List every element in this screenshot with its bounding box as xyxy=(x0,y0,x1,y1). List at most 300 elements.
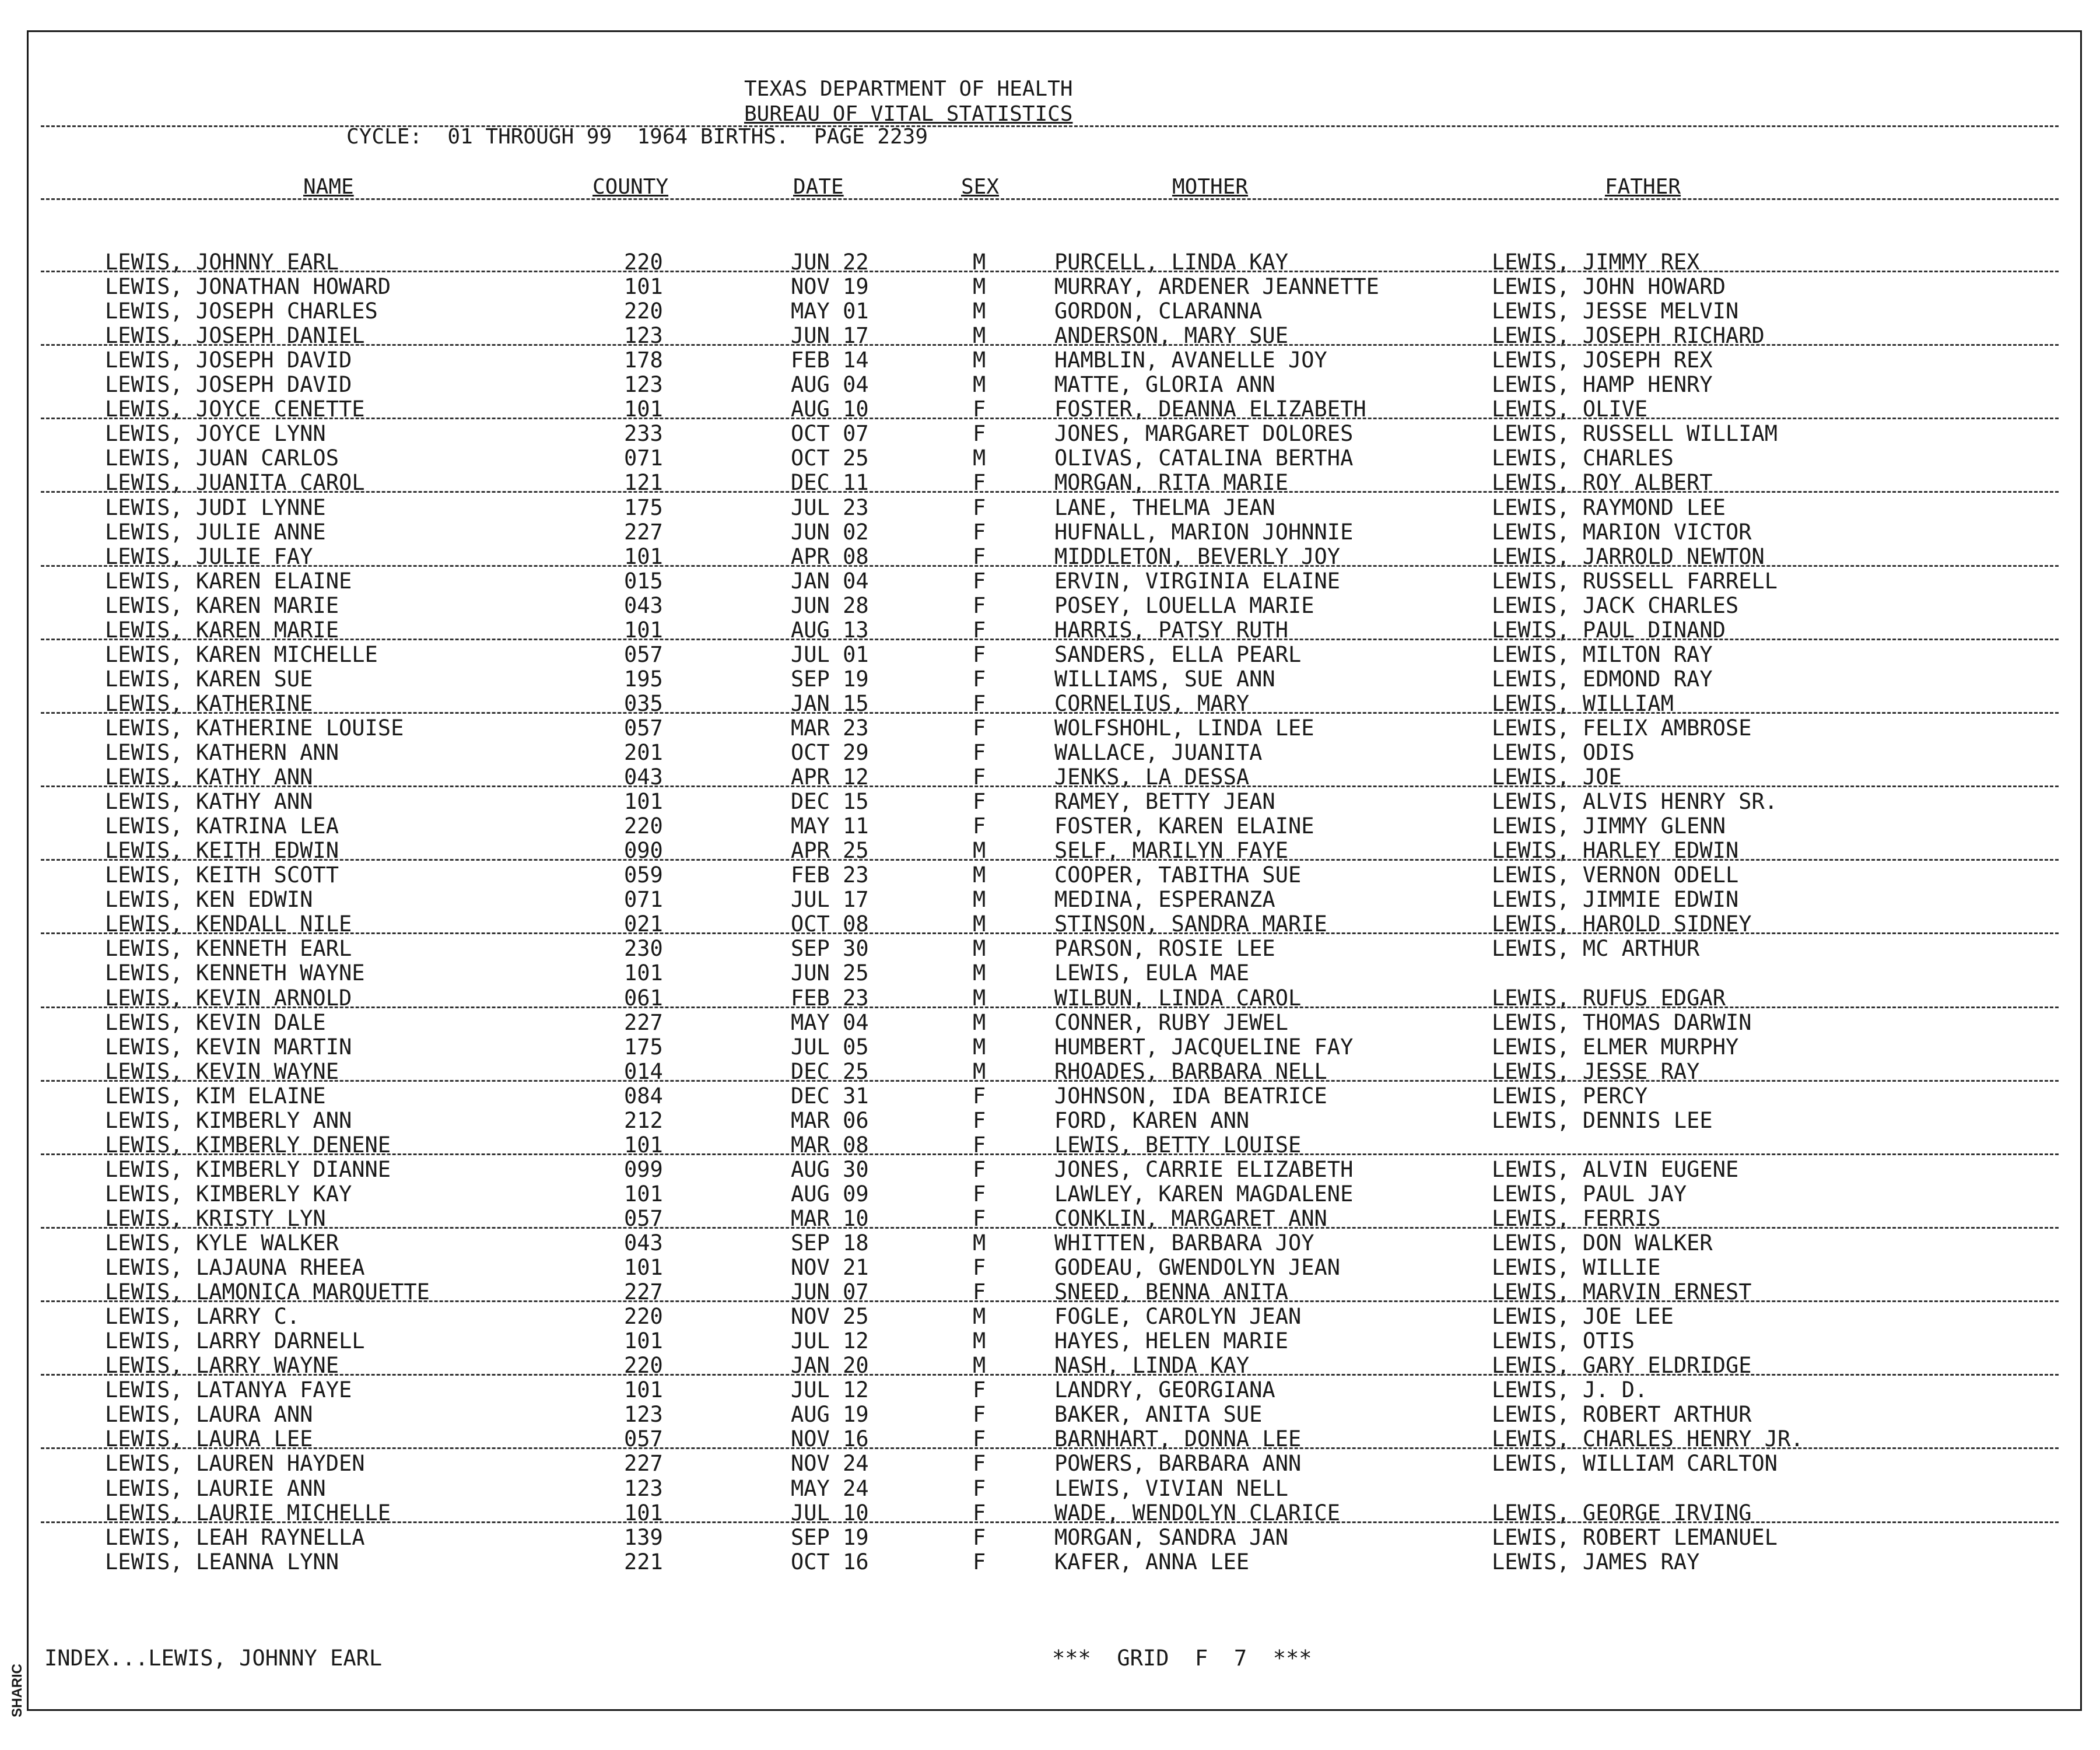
record-father: LEWIS, ROBERT LEMANUEL xyxy=(1492,1524,1778,1550)
record-row xyxy=(0,372,2100,397)
record-date: AUG 10 xyxy=(791,397,869,422)
record-county: 121 xyxy=(624,470,663,496)
record-name: LEWIS, JOHNNY EARL xyxy=(105,250,339,275)
record-name: LEWIS, KIMBERLY DIANNE xyxy=(105,1156,391,1182)
record-date: JUL 23 xyxy=(791,495,869,520)
record-sex: F xyxy=(973,1255,986,1281)
record-name: LEWIS, KATHERN ANN xyxy=(105,740,339,765)
record-mother: MORGAN, SANDRA JAN xyxy=(1054,1524,1288,1550)
row-group-divider xyxy=(41,1447,2059,1449)
record-row xyxy=(0,1402,2100,1426)
record-county: 178 xyxy=(624,348,663,373)
record-date: JUN 22 xyxy=(791,250,869,275)
record-date: DEC 11 xyxy=(791,470,869,496)
record-father: LEWIS, JESSE RAY xyxy=(1492,1058,1700,1084)
record-name: LEWIS, JUANITA CAROL xyxy=(105,470,365,496)
header-bureau: BUREAU OF VITAL STATISTICS xyxy=(744,102,1073,126)
record-date: SEP 19 xyxy=(791,666,869,692)
row-group-divider xyxy=(41,1006,2059,1008)
record-mother: JONES, MARGARET DOLORES xyxy=(1054,421,1354,447)
record-sex: F xyxy=(973,519,986,545)
record-county: 101 xyxy=(624,543,663,569)
record-county: 101 xyxy=(624,789,663,815)
record-mother: MIDDLETON, BEVERLY JOY xyxy=(1054,543,1341,569)
record-father: LEWIS, WILLIAM CARLTON xyxy=(1492,1451,1778,1477)
record-date: JAN 20 xyxy=(791,1353,869,1379)
divider-top xyxy=(41,125,2059,127)
record-father: LEWIS, EDMOND RAY xyxy=(1492,666,1713,692)
record-mother: POWERS, BARBARA ANN xyxy=(1054,1451,1302,1477)
record-father: LEWIS, RUSSELL FARRELL xyxy=(1492,568,1778,594)
record-name: LEWIS, KATHY ANN xyxy=(105,789,313,815)
record-mother: CONNER, RUBY JEWEL xyxy=(1054,1009,1288,1035)
record-date: SEP 18 xyxy=(791,1230,869,1255)
record-sex: M xyxy=(973,323,986,349)
record-date: JUN 28 xyxy=(791,592,869,618)
record-name: LEWIS, JOSEPH DAVID xyxy=(105,372,352,398)
record-father: LEWIS, PAUL DINAND xyxy=(1492,617,1726,643)
record-name: LEWIS, KEN EDWIN xyxy=(105,887,313,913)
record-county: 227 xyxy=(624,1451,663,1477)
record-county: 101 xyxy=(624,1500,663,1525)
record-date: AUG 04 xyxy=(791,372,869,398)
record-sex: F xyxy=(973,740,986,765)
record-name: LEWIS, KENNETH EARL xyxy=(105,936,352,962)
record-row xyxy=(0,1377,2100,1402)
record-date: NOV 21 xyxy=(791,1255,869,1281)
record-name: LEWIS, JUDI LYNNE xyxy=(105,495,326,520)
record-father: LEWIS, WILLIAM xyxy=(1492,690,1674,716)
record-mother: COOPER, TABITHA SUE xyxy=(1054,862,1302,888)
record-father: LEWIS, JOHN HOWARD xyxy=(1492,274,1726,300)
record-sex: M xyxy=(973,250,986,275)
record-county: 021 xyxy=(624,911,663,937)
record-mother: MURRAY, ARDENER JEANNETTE xyxy=(1054,274,1379,300)
record-mother: SANDERS, ELLA PEARL xyxy=(1054,641,1302,667)
record-father: LEWIS, MARVIN ERNEST xyxy=(1492,1279,1752,1305)
record-name: LEWIS, KATHERINE LOUISE xyxy=(105,715,404,741)
record-father: LEWIS, JAMES RAY xyxy=(1492,1549,1700,1574)
record-name: LEWIS, JOYCE CENETTE xyxy=(105,397,365,422)
record-county: 101 xyxy=(624,1132,663,1158)
record-county: 175 xyxy=(624,495,663,520)
record-father: LEWIS, OLIVE xyxy=(1492,397,1648,422)
record-mother: JENKS, LA DESSA xyxy=(1054,764,1250,790)
record-name: LEWIS, KIMBERLY DENENE xyxy=(105,1132,391,1158)
record-sex: F xyxy=(973,1377,986,1403)
col-header-county: COUNTY xyxy=(593,175,669,199)
record-sex: F xyxy=(973,715,986,741)
record-name: LEWIS, KATHERINE xyxy=(105,690,313,716)
record-mother: RHOADES, BARBARA NELL xyxy=(1054,1058,1327,1084)
record-row xyxy=(0,1549,2100,1574)
record-row xyxy=(0,421,2100,446)
row-group-divider xyxy=(41,1227,2059,1229)
record-row xyxy=(0,520,2100,544)
record-sex: F xyxy=(973,543,986,569)
record-mother: ERVIN, VIRGINIA ELAINE xyxy=(1054,568,1341,594)
record-county: 043 xyxy=(624,1230,663,1255)
record-mother: HUMBERT, JACQUELINE FAY xyxy=(1054,1034,1354,1060)
record-father: LEWIS, JIMMY REX xyxy=(1492,250,1700,275)
record-county: 220 xyxy=(624,1304,663,1330)
record-county: 220 xyxy=(624,299,663,324)
row-group-divider xyxy=(41,712,2059,714)
record-date: NOV 25 xyxy=(791,1304,869,1330)
record-father: LEWIS, ALVIS HENRY SR. xyxy=(1492,789,1778,815)
record-sex: F xyxy=(973,1107,986,1133)
record-name: LEWIS, KIMBERLY ANN xyxy=(105,1107,352,1133)
record-date: APR 25 xyxy=(791,838,869,864)
record-name: LEWIS, KAREN ELAINE xyxy=(105,568,352,594)
record-date: DEC 31 xyxy=(791,1083,869,1109)
record-date: AUG 09 xyxy=(791,1181,869,1207)
record-sex: M xyxy=(973,1034,986,1060)
record-county: 090 xyxy=(624,838,663,864)
record-sex: M xyxy=(973,887,986,913)
record-date: OCT 16 xyxy=(791,1549,869,1574)
record-sex: F xyxy=(973,592,986,618)
record-county: 057 xyxy=(624,641,663,667)
record-father: LEWIS, ALVIN EUGENE xyxy=(1492,1156,1739,1182)
record-name: LEWIS, KENDALL NILE xyxy=(105,911,352,937)
record-name: LEWIS, KAREN MICHELLE xyxy=(105,641,378,667)
record-mother: LEWIS, VIVIAN NELL xyxy=(1054,1475,1288,1501)
record-father: LEWIS, JIMMIE EDWIN xyxy=(1492,887,1739,913)
record-date: JUN 07 xyxy=(791,1279,869,1305)
record-date: OCT 25 xyxy=(791,446,869,471)
record-date: AUG 30 xyxy=(791,1156,869,1182)
record-row xyxy=(0,1230,2100,1255)
row-group-divider xyxy=(41,785,2059,787)
record-county: 071 xyxy=(624,446,663,471)
record-sex: F xyxy=(973,1402,986,1428)
record-row xyxy=(0,667,2100,691)
record-date: MAY 04 xyxy=(791,1009,869,1035)
record-county: 195 xyxy=(624,666,663,692)
record-county: 227 xyxy=(624,1279,663,1305)
header-cycle: CYCLE: 01 THROUGH 99 1964 BIRTHS. PAGE 2239 xyxy=(346,125,928,149)
record-date: AUG 13 xyxy=(791,617,869,643)
record-father: LEWIS, MARION VICTOR xyxy=(1492,519,1752,545)
record-father: LEWIS, JOE LEE xyxy=(1492,1304,1674,1330)
record-date: MAR 23 xyxy=(791,715,869,741)
record-mother: FOSTER, DEANNA ELIZABETH xyxy=(1054,397,1366,422)
record-father: LEWIS, HAROLD SIDNEY xyxy=(1492,911,1752,937)
record-mother: WALLACE, JUANITA xyxy=(1054,740,1263,765)
side-mark-label: SHARIC xyxy=(9,1663,25,1717)
record-row xyxy=(0,1157,2100,1181)
record-county: 101 xyxy=(624,1328,663,1354)
record-sex: F xyxy=(973,789,986,815)
record-name: LEWIS, KEITH SCOTT xyxy=(105,862,339,888)
record-father: LEWIS, ROBERT ARTHUR xyxy=(1492,1402,1752,1428)
record-name: LEWIS, KEVIN MARTIN xyxy=(105,1034,352,1060)
record-name: LEWIS, KENNETH WAYNE xyxy=(105,960,365,986)
record-date: DEC 25 xyxy=(791,1058,869,1084)
row-group-divider xyxy=(41,344,2059,346)
record-name: LEWIS, KIMBERLY KAY xyxy=(105,1181,352,1207)
record-father: LEWIS, CHARLES xyxy=(1492,446,1674,471)
record-sex: M xyxy=(973,960,986,986)
row-group-divider xyxy=(41,418,2059,419)
record-county: 015 xyxy=(624,568,663,594)
record-sex: F xyxy=(973,1279,986,1305)
record-sex: F xyxy=(973,1181,986,1207)
record-date: OCT 29 xyxy=(791,740,869,765)
record-father: LEWIS, PERCY xyxy=(1492,1083,1648,1109)
record-father: LEWIS, RAYMOND LEE xyxy=(1492,495,1726,520)
record-county: 227 xyxy=(624,1009,663,1035)
record-county: 227 xyxy=(624,519,663,545)
record-county: 230 xyxy=(624,936,663,962)
record-father: LEWIS, GEORGE IRVING xyxy=(1492,1500,1752,1525)
record-father: LEWIS, JOSEPH REX xyxy=(1492,348,1713,373)
record-name: LEWIS, KEVIN ARNOLD xyxy=(105,985,352,1011)
record-date: MAY 11 xyxy=(791,813,869,839)
record-father: LEWIS, JESSE MELVIN xyxy=(1492,299,1739,324)
record-name: LEWIS, JOSEPH DAVID xyxy=(105,348,352,373)
record-sex: F xyxy=(973,1524,986,1550)
record-mother: SNEED, BENNA ANITA xyxy=(1054,1279,1288,1305)
record-county: 101 xyxy=(624,1255,663,1281)
row-group-divider xyxy=(41,491,2059,493)
record-date: SEP 19 xyxy=(791,1524,869,1550)
record-sex: F xyxy=(973,1475,986,1501)
record-mother: POSEY, LOUELLA MARIE xyxy=(1054,592,1314,618)
record-row xyxy=(0,1451,2100,1475)
record-father: LEWIS, JOSEPH RICHARD xyxy=(1492,323,1765,349)
record-row xyxy=(0,789,2100,813)
record-father: LEWIS, FELIX AMBROSE xyxy=(1492,715,1752,741)
record-name: LEWIS, JULIE FAY xyxy=(105,543,313,569)
record-row xyxy=(0,740,2100,764)
record-mother: LANDRY, GEORGIANA xyxy=(1054,1377,1275,1403)
record-name: LEWIS, JOSEPH DANIEL xyxy=(105,323,365,349)
record-row xyxy=(0,1255,2100,1279)
record-sex: F xyxy=(973,470,986,496)
record-mother: ANDERSON, MARY SUE xyxy=(1054,323,1288,349)
record-sex: F xyxy=(973,641,986,667)
record-sex: F xyxy=(973,495,986,520)
record-sex: F xyxy=(973,1426,986,1452)
record-county: 084 xyxy=(624,1083,663,1109)
record-name: LEWIS, LAJAUNA RHEEA xyxy=(105,1255,365,1281)
record-county: 123 xyxy=(624,1402,663,1428)
record-name: LEWIS, KAREN MARIE xyxy=(105,592,339,618)
record-name: LEWIS, KATHY ANN xyxy=(105,764,313,790)
record-name: LEWIS, LAUREN HAYDEN xyxy=(105,1451,365,1477)
record-county: 220 xyxy=(624,1353,663,1379)
record-county: 221 xyxy=(624,1549,663,1574)
record-name: LEWIS, LARRY C. xyxy=(105,1304,300,1330)
record-sex: F xyxy=(973,666,986,692)
record-name: LEWIS, KATRINA LEA xyxy=(105,813,339,839)
record-sex: F xyxy=(973,813,986,839)
record-county: 212 xyxy=(624,1107,663,1133)
record-father: LEWIS, DON WALKER xyxy=(1492,1230,1713,1255)
record-date: OCT 08 xyxy=(791,911,869,937)
record-county: 057 xyxy=(624,1426,663,1452)
record-name: LEWIS, JONATHAN HOWARD xyxy=(105,274,391,300)
record-sex: M xyxy=(973,348,986,373)
record-sex: F xyxy=(973,617,986,643)
record-sex: F xyxy=(973,1156,986,1182)
record-name: LEWIS, KAREN SUE xyxy=(105,666,313,692)
record-mother: WILLIAMS, SUE ANN xyxy=(1054,666,1275,692)
record-mother: KAFER, ANNA LEE xyxy=(1054,1549,1250,1574)
record-father: LEWIS, MC ARTHUR xyxy=(1492,936,1700,962)
record-sex: M xyxy=(973,1304,986,1330)
record-sex: F xyxy=(973,1083,986,1109)
col-header-father: FATHER xyxy=(1605,175,1681,199)
record-name: LEWIS, LAURA ANN xyxy=(105,1402,313,1428)
record-county: 101 xyxy=(624,617,663,643)
record-county: 139 xyxy=(624,1524,663,1550)
record-date: JUL 10 xyxy=(791,1500,869,1525)
record-date: OCT 07 xyxy=(791,421,869,447)
record-name: LEWIS, KYLE WALKER xyxy=(105,1230,339,1255)
record-county: 057 xyxy=(624,715,663,741)
record-mother: CONKLIN, MARGARET ANN xyxy=(1054,1205,1327,1231)
col-header-name: NAME xyxy=(303,175,354,199)
record-county: 101 xyxy=(624,397,663,422)
record-father: LEWIS, ELMER MURPHY xyxy=(1492,1034,1739,1060)
record-name: LEWIS, KEVIN WAYNE xyxy=(105,1058,339,1084)
record-father: LEWIS, MILTON RAY xyxy=(1492,641,1713,667)
record-county: 043 xyxy=(624,592,663,618)
record-county: 233 xyxy=(624,421,663,447)
record-sex: M xyxy=(973,862,986,888)
record-sex: M xyxy=(973,1328,986,1354)
record-county: 123 xyxy=(624,1475,663,1501)
record-father: LEWIS, JIMMY GLENN xyxy=(1492,813,1726,839)
record-date: JAN 04 xyxy=(791,568,869,594)
record-mother: STINSON, SANDRA MARIE xyxy=(1054,911,1327,937)
record-father: LEWIS, JACK CHARLES xyxy=(1492,592,1739,618)
col-header-sex: SEX xyxy=(961,175,1000,199)
record-name: LEWIS, KRISTY LYN xyxy=(105,1205,326,1231)
record-county: 220 xyxy=(624,250,663,275)
record-county: 123 xyxy=(624,323,663,349)
record-date: DEC 15 xyxy=(791,789,869,815)
record-name: LEWIS, KAREN MARIE xyxy=(105,617,339,643)
record-row xyxy=(0,1476,2100,1500)
record-mother: PURCELL, LINDA KAY xyxy=(1054,250,1288,275)
record-date: JUL 12 xyxy=(791,1328,869,1354)
record-county: 061 xyxy=(624,985,663,1011)
record-father: LEWIS, FERRIS xyxy=(1492,1205,1661,1231)
header-title: TEXAS DEPARTMENT OF HEALTH xyxy=(744,77,1073,101)
record-row xyxy=(0,936,2100,960)
record-sex: F xyxy=(973,1451,986,1477)
record-sex: F xyxy=(973,421,986,447)
record-county: 101 xyxy=(624,274,663,300)
record-date: JUN 17 xyxy=(791,323,869,349)
col-header-mother: MOTHER xyxy=(1172,175,1249,199)
record-mother: LANE, THELMA JEAN xyxy=(1054,495,1275,520)
record-mother: JONES, CARRIE ELIZABETH xyxy=(1054,1156,1354,1182)
record-name: LEWIS, LEANNA LYNN xyxy=(105,1549,339,1574)
record-name: LEWIS, KEITH EDWIN xyxy=(105,838,339,864)
record-father: LEWIS, HAMP HENRY xyxy=(1492,372,1713,398)
record-sex: M xyxy=(973,838,986,864)
record-mother: HUFNALL, MARION JOHNNIE xyxy=(1054,519,1354,545)
record-mother: JOHNSON, IDA BEATRICE xyxy=(1054,1083,1327,1109)
record-name: LEWIS, JUAN CARLOS xyxy=(105,446,339,471)
record-father: LEWIS, THOMAS DARWIN xyxy=(1492,1009,1752,1035)
row-group-divider xyxy=(41,1521,2059,1523)
record-mother: GODEAU, GWENDOLYN JEAN xyxy=(1054,1255,1341,1281)
record-date: JAN 15 xyxy=(791,690,869,716)
record-father: LEWIS, JARROLD NEWTON xyxy=(1492,543,1765,569)
record-name: LEWIS, KIM ELAINE xyxy=(105,1083,326,1109)
record-sex: F xyxy=(973,568,986,594)
record-date: FEB 23 xyxy=(791,985,869,1011)
record-sex: F xyxy=(973,397,986,422)
row-group-divider xyxy=(41,859,2059,861)
record-father: LEWIS, CHARLES HENRY JR. xyxy=(1492,1426,1804,1452)
record-mother: LEWIS, EULA MAE xyxy=(1054,960,1250,986)
record-mother: GORDON, CLARANNA xyxy=(1054,299,1263,324)
record-date: MAR 06 xyxy=(791,1107,869,1133)
record-row xyxy=(0,299,2100,323)
record-sex: M xyxy=(973,274,986,300)
record-mother: OLIVAS, CATALINA BERTHA xyxy=(1054,446,1354,471)
record-mother: FOGLE, CAROLYN JEAN xyxy=(1054,1304,1302,1330)
record-name: LEWIS, LAURIE ANN xyxy=(105,1475,326,1501)
record-county: 043 xyxy=(624,764,663,790)
record-father: LEWIS, J. D. xyxy=(1492,1377,1648,1403)
record-county: 201 xyxy=(624,740,663,765)
record-mother: HARRIS, PATSY RUTH xyxy=(1054,617,1288,643)
record-mother: NASH, LINDA KAY xyxy=(1054,1353,1250,1379)
record-row xyxy=(0,1010,2100,1034)
record-sex: M xyxy=(973,1230,986,1255)
record-date: JUL 01 xyxy=(791,641,869,667)
record-county: 101 xyxy=(624,1181,663,1207)
row-group-divider xyxy=(41,639,2059,640)
record-mother: WHITTEN, BARBARA JOY xyxy=(1054,1230,1314,1255)
record-row xyxy=(0,1525,2100,1549)
record-county: 071 xyxy=(624,887,663,913)
record-name: LEWIS, JULIE ANNE xyxy=(105,519,326,545)
divider-columns xyxy=(41,198,2059,200)
row-group-divider xyxy=(41,1374,2059,1376)
col-header-date: DATE xyxy=(793,175,844,199)
record-row xyxy=(0,446,2100,470)
record-father: LEWIS, OTIS xyxy=(1492,1328,1635,1354)
record-sex: M xyxy=(973,985,986,1011)
record-name: LEWIS, LEAH RAYNELLA xyxy=(105,1524,365,1550)
record-row xyxy=(0,642,2100,667)
record-sex: M xyxy=(973,1058,986,1084)
record-date: NOV 19 xyxy=(791,274,869,300)
record-name: LEWIS, LATANYA FAYE xyxy=(105,1377,352,1403)
record-county: 101 xyxy=(624,960,663,986)
record-mother: PARSON, ROSIE LEE xyxy=(1054,936,1275,962)
record-county: 220 xyxy=(624,813,663,839)
record-row xyxy=(0,1304,2100,1328)
record-mother: BAKER, ANITA SUE xyxy=(1054,1402,1263,1428)
record-sex: M xyxy=(973,372,986,398)
record-county: 175 xyxy=(624,1034,663,1060)
record-row xyxy=(0,1328,2100,1353)
row-group-divider xyxy=(41,932,2059,934)
record-sex: F xyxy=(973,1205,986,1231)
record-mother: HAYES, HELEN MARIE xyxy=(1054,1328,1288,1354)
record-mother: FORD, KAREN ANN xyxy=(1054,1107,1250,1133)
